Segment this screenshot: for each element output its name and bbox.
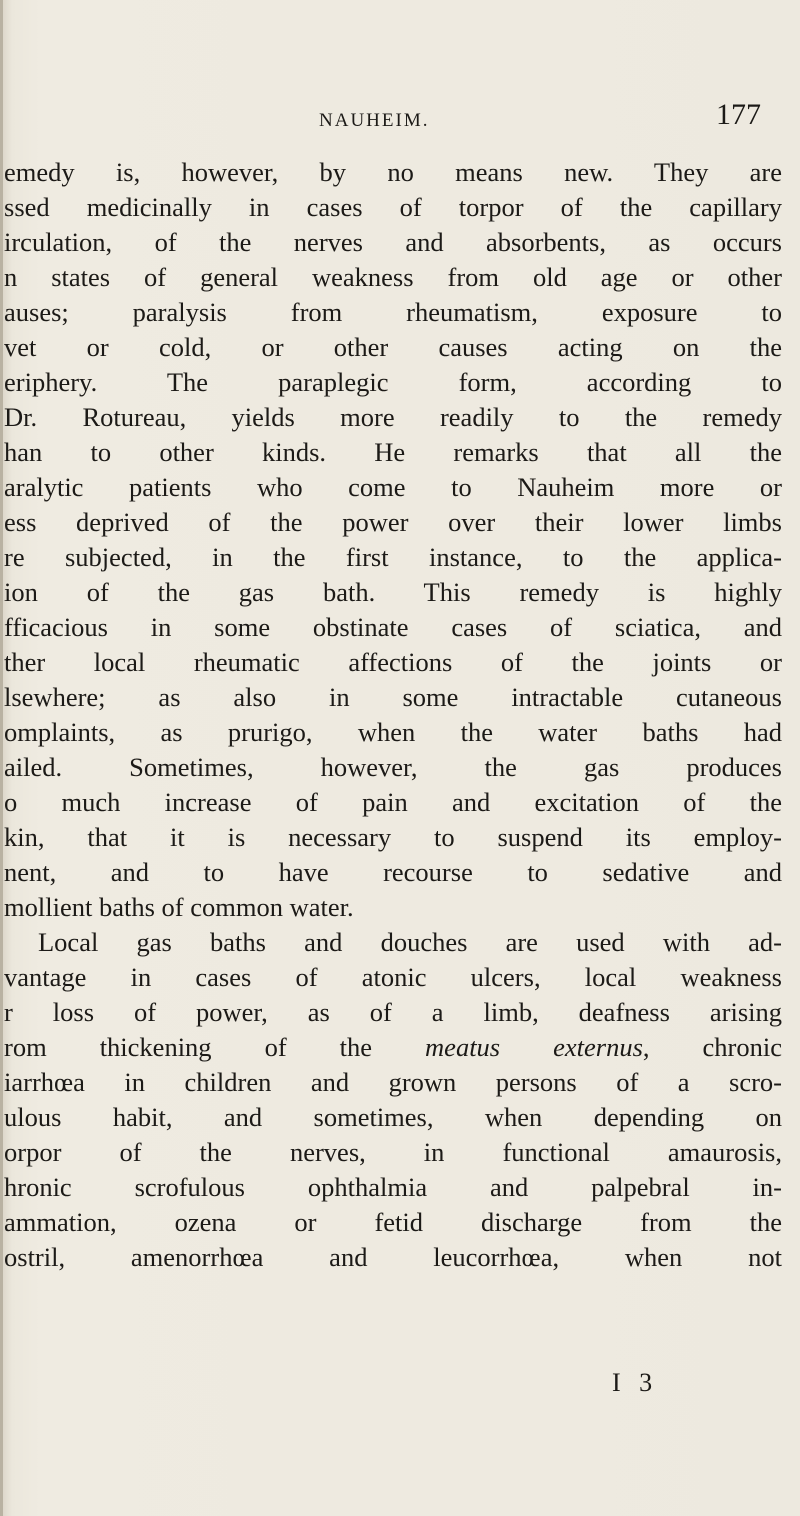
text-line: auses; paralysis from rheumatism, exposure to [4,297,782,327]
signature-mark: I 3 [612,1368,659,1397]
text-line: ion of the gas bath. This remedy is highly [4,577,782,607]
text-line: omplaints, as prurigo, when the water baths had [4,717,782,747]
text-line: kin, that it is necessary to suspend its employ- [4,822,782,852]
text-line-with-italic [4,1030,782,1065]
text-run: , chronic [642,1032,783,1062]
text-line: hronic scrofulous ophthalmia and palpebral in- [4,1172,782,1202]
text-line: ther local rheumatic affections of the joints or [4,647,782,677]
text-line: lsewhere; as also in some intractable cutaneous [4,682,782,712]
body-text [4,155,782,1275]
text-line: aralytic patients who come to Nauheim more or [4,472,782,502]
text-line: orpor of the nerves, in functional amaurosis, [4,1137,782,1167]
text-line: n states of general weakness from old age or other [4,262,782,292]
text-line: iarrhœa in children and grown persons of a scro- [4,1067,782,1097]
text-line: ailed. Sometimes, however, the gas produces [4,752,782,782]
text-line: r loss of power, as of a limb, deafness arising [4,997,782,1027]
binding-edge [0,0,3,1516]
text-run: rom thickening of the [4,1032,373,1062]
italic-term: meatus externus [425,1032,643,1062]
text-line: nent, and to have recourse to sedative and [4,857,782,887]
text-line: ess deprived of the power over their lower limbs [4,507,782,537]
running-head [0,96,800,136]
running-title: NAUHEIM. [319,110,430,131]
text-line: irculation, of the nerves and absorbents, as occurs [4,227,782,257]
text-line: emedy is, however, by no means new. They are [4,157,782,187]
text-line: vet or cold, or other causes acting on the [4,332,782,362]
text-line: fficacious in some obstinate cases of sciatica, and [4,612,782,642]
text-line: Dr. Rotureau, yields more readily to the remedy [4,402,782,432]
text-line: o much increase of pain and excitation of the [4,787,782,817]
text-line: han to other kinds. He remarks that all the [4,437,782,467]
paragraph-start-line: Local gas baths and douches are used with ad- [38,927,782,957]
text-line: ulous habit, and sometimes, when depending on [4,1102,782,1132]
paragraph-end-line: mollient baths of common water. [4,892,354,922]
text-line: re subjected, in the first instance, to the applica- [4,542,782,572]
text-line: ssed medicinally in cases of torpor of the capillary [4,192,782,222]
text-line: ammation, ozena or fetid discharge from the [4,1207,782,1237]
page-number: 177 [716,98,761,131]
text-line: eriphery. The paraplegic form, according to [4,367,782,397]
text-line: vantage in cases of atonic ulcers, local weakness [4,962,782,992]
text-line: ostril, amenorrhœa and leucorrhœa, when not [4,1242,782,1272]
